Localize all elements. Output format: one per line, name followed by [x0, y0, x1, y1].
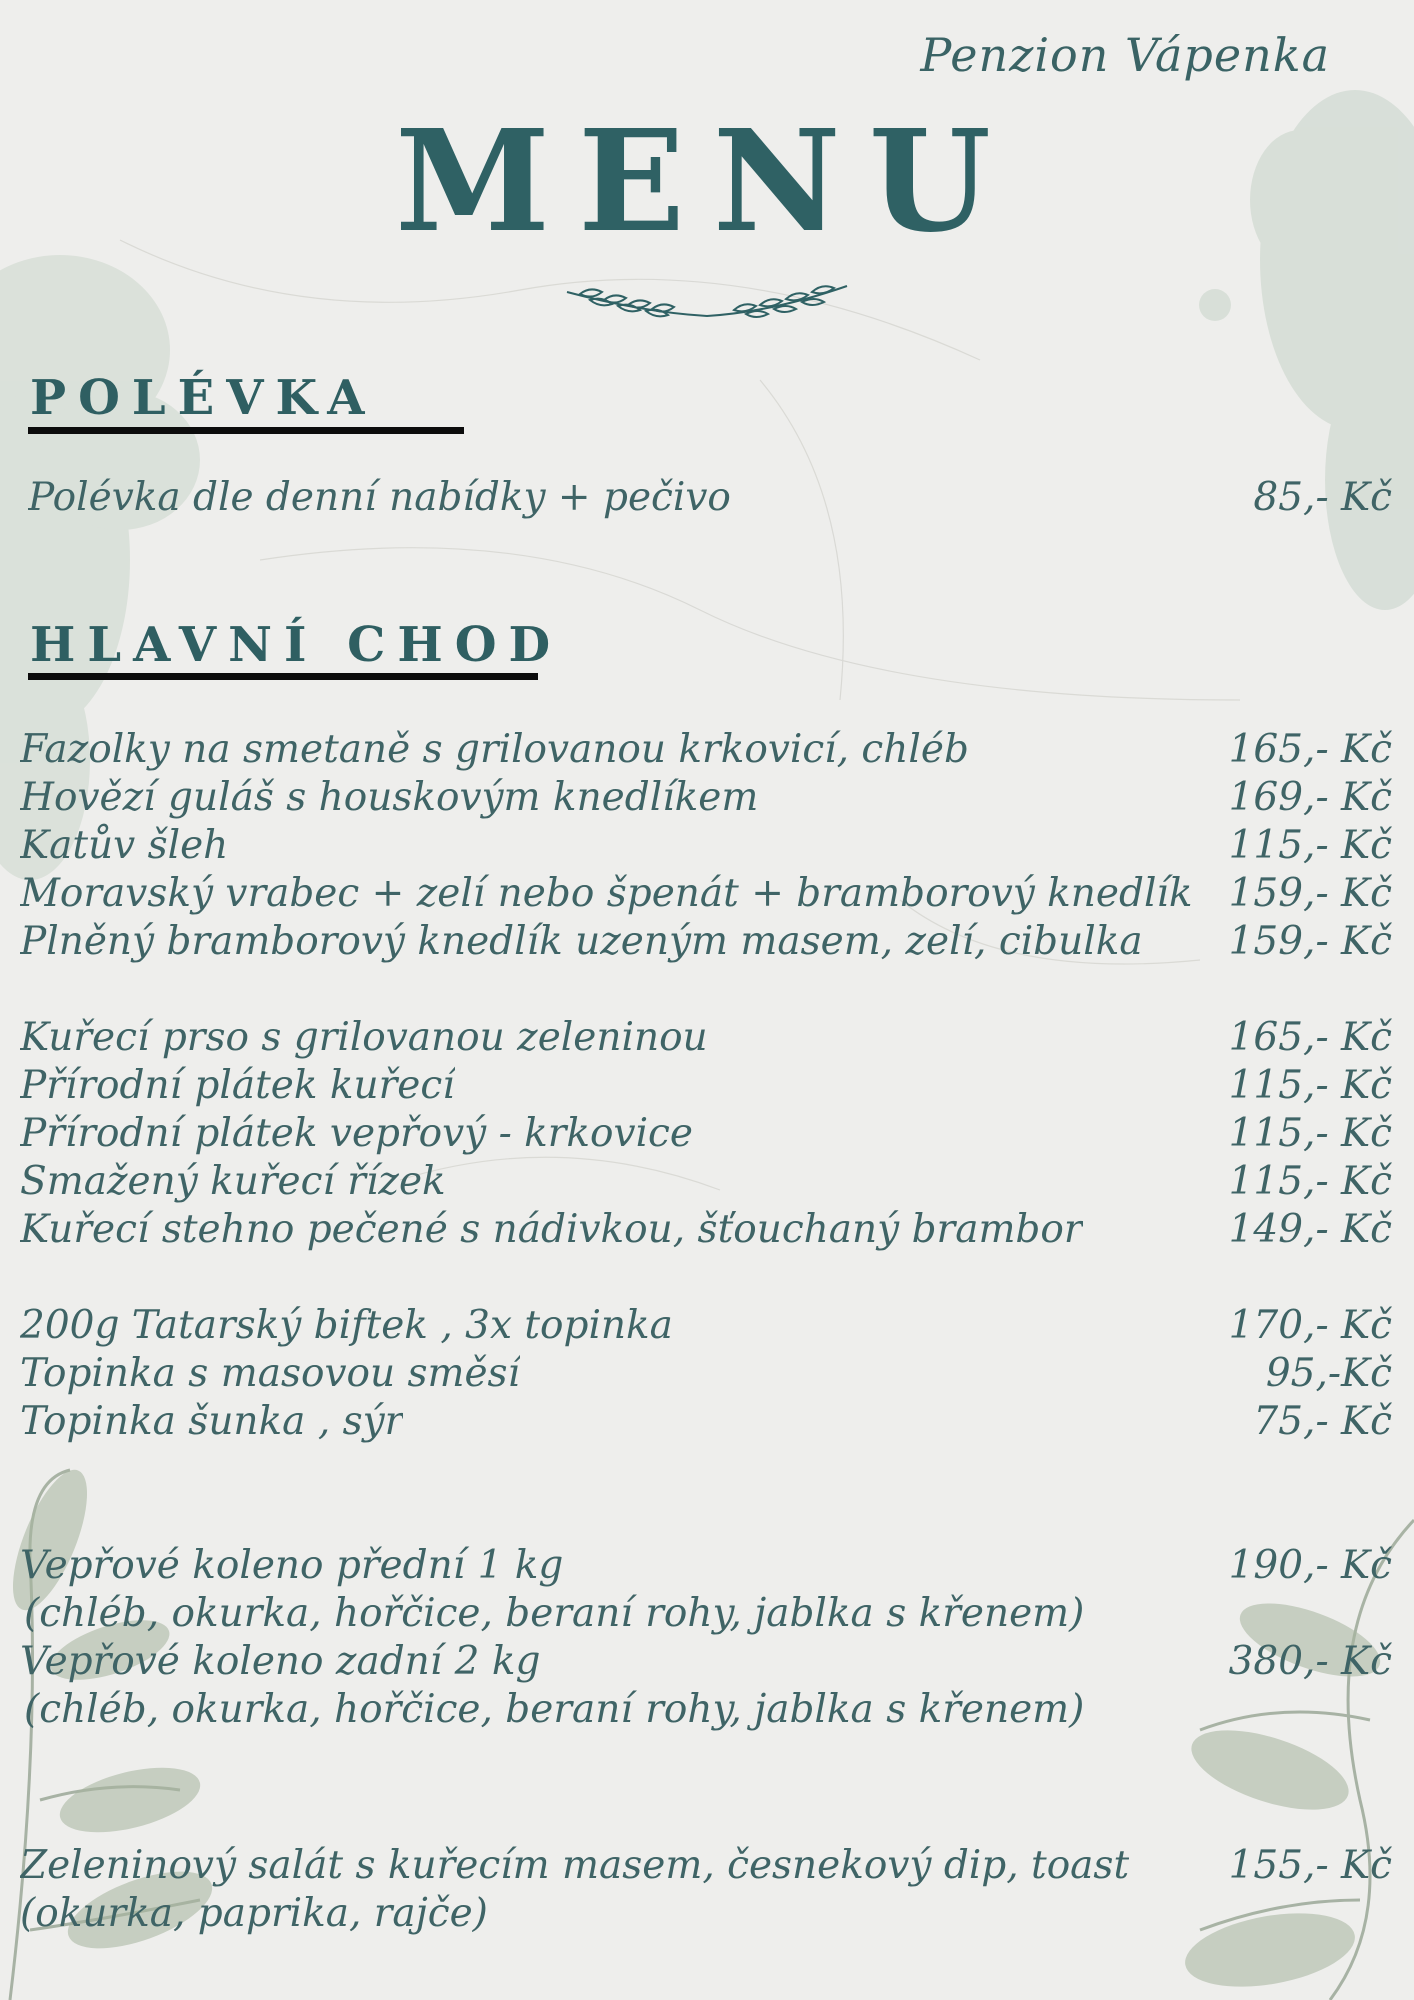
menu-item [20, 1207, 1392, 1253]
item-price: 155,- Kč [1228, 1843, 1392, 1888]
menu-item [20, 1351, 1392, 1397]
item-price: 75,- Kč [1253, 1399, 1392, 1444]
menu-item [20, 823, 1392, 869]
item-name: Fazolky na smetaně s grilovanou krkovicí, chléb [20, 727, 969, 772]
menu-item [20, 1399, 1392, 1445]
item-name: Přírodní plátek kuřecí [20, 1063, 455, 1108]
menu-item [20, 727, 1392, 773]
menu-item [20, 871, 1392, 917]
item-price: 169,- Kč [1228, 775, 1392, 820]
section-underline-soup [28, 427, 464, 434]
item-price: 149,- Kč [1228, 1207, 1392, 1252]
item-name: Topinka šunka , sýr [20, 1399, 404, 1444]
item-name: Topinka s masovou směsí [20, 1351, 521, 1396]
menu-item [20, 775, 1392, 821]
item-name: Katův šleh [20, 823, 229, 868]
menu-title: MENU [395, 100, 1019, 264]
item-price: 165,- Kč [1228, 727, 1392, 772]
item-price: 115,- Kč [1228, 823, 1392, 868]
menu-item [20, 1543, 1392, 1589]
item-price: 380,- Kč [1228, 1639, 1392, 1684]
menu-item [20, 919, 1392, 965]
item-name: Přírodní plátek vepřový - krkovice [20, 1111, 693, 1156]
menu-item [20, 1159, 1392, 1205]
section-underline-main [28, 673, 538, 680]
item-name: Polévka dle denní nabídky + pečivo [28, 475, 731, 520]
menu-item [20, 1015, 1392, 1061]
item-name: Moravský vrabec + zelí nebo špenát + bramborový knedlík [20, 871, 1193, 916]
item-name: Kuřecí prso s grilovanou zeleninou [20, 1015, 708, 1060]
item-price: 95,-Kč [1265, 1351, 1392, 1396]
section-heading-main: HLAVNÍ CHOD [30, 617, 563, 673]
menu-item [20, 1843, 1392, 1889]
item-price: 115,- Kč [1228, 1111, 1392, 1156]
item-name: Hovězí guláš s houskovým knedlíkem [20, 775, 759, 820]
item-name: Plněný bramborový knedlík uzeným masem, zelí, cibulka [20, 919, 1143, 964]
brand-logo: Penzion Vápenka [920, 28, 1330, 82]
menu-item [20, 1063, 1392, 1109]
item-price: 190,- Kč [1228, 1543, 1392, 1588]
menu-item [20, 1639, 1392, 1685]
item-note: (okurka, paprika, rajče) [20, 1891, 488, 1936]
item-price: 159,- Kč [1228, 871, 1392, 916]
laurel-branch-icon [562, 278, 852, 326]
item-price: 85,- Kč [1253, 475, 1392, 520]
section-heading-soup: POLÉVKA [30, 370, 377, 426]
item-name: Vepřové koleno zadní 2 kg [20, 1639, 541, 1684]
item-price: 165,- Kč [1228, 1015, 1392, 1060]
item-name: Smažený kuřecí řízek [20, 1159, 446, 1204]
item-note: (chléb, okurka, hořčice, beraní rohy, jablka s křenem) [24, 1591, 1085, 1636]
item-note: (chléb, okurka, hořčice, beraní rohy, jablka s křenem) [24, 1687, 1085, 1732]
menu-item [20, 1111, 1392, 1157]
item-name: Kuřecí stehno pečené s nádivkou, šťouchaný brambor [20, 1207, 1083, 1252]
item-price: 115,- Kč [1228, 1063, 1392, 1108]
menu-item [28, 475, 1392, 521]
item-price: 159,- Kč [1228, 919, 1392, 964]
menu-item [20, 1303, 1392, 1349]
item-name: 200g Tatarský biftek , 3x topinka [20, 1303, 673, 1348]
item-price: 170,- Kč [1228, 1303, 1392, 1348]
item-price: 115,- Kč [1228, 1159, 1392, 1204]
item-name: Zeleninový salát s kuřecím masem, česnekový dip, toast [20, 1843, 1130, 1888]
item-name: Vepřové koleno přední 1 kg [20, 1543, 564, 1588]
